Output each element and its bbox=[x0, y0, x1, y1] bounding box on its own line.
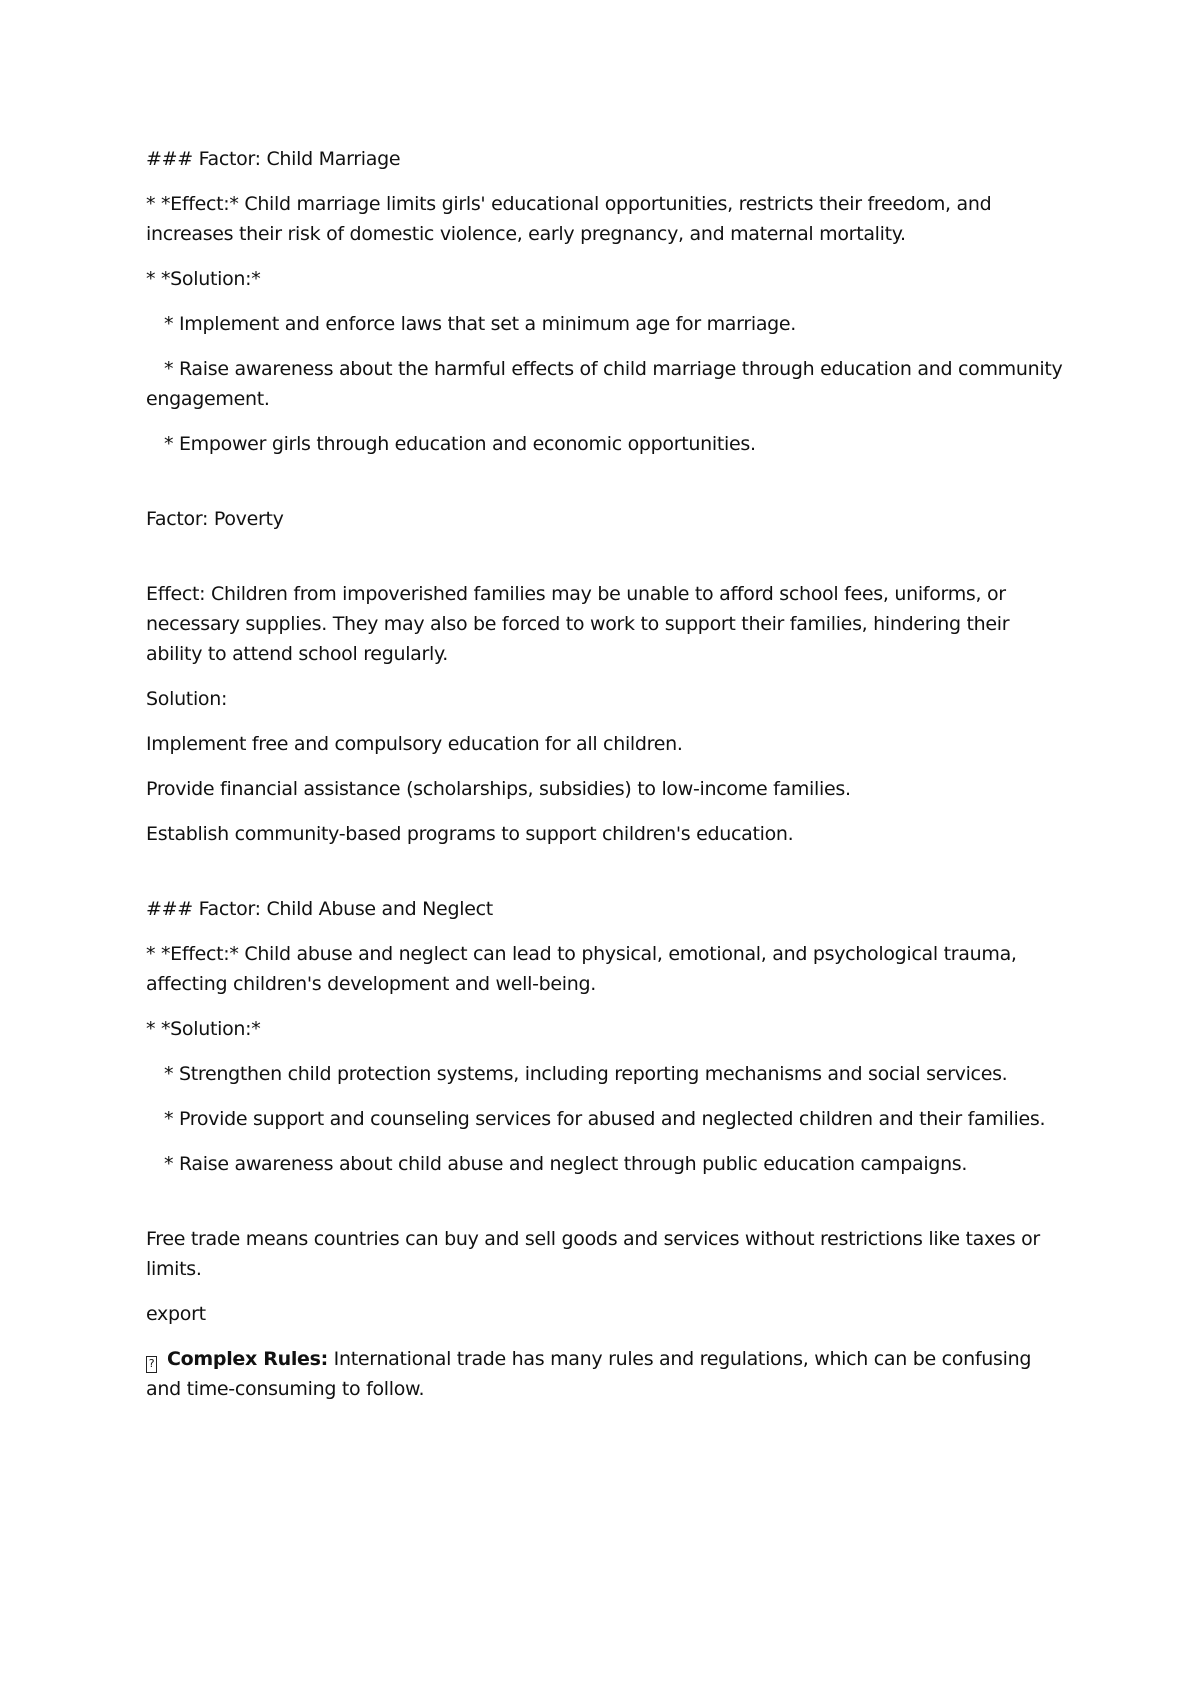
solution-item: * Raise awareness about child abuse and neglect through public education campaigns. bbox=[164, 1153, 968, 1175]
missing-glyph-icon: ? bbox=[146, 1356, 157, 1373]
solution-item: Establish community-based programs to support children's education. bbox=[146, 823, 794, 845]
solution-item: * Implement and enforce laws that set a minimum age for marriage. bbox=[164, 313, 797, 335]
solution-item: * Strengthen child protection systems, including reporting mechanisms and social services. bbox=[164, 1063, 1008, 1085]
solution-label-child-marriage: * *Solution:* bbox=[146, 268, 261, 290]
effect-child-marriage: * *Effect:* Child marriage limits girls' educational opportunities, restricts their freedom, and increases their risk of domestic violence, early pregnancy, and maternal mortality. bbox=[146, 193, 992, 245]
heading-child-abuse: ### Factor: Child Abuse and Neglect bbox=[146, 898, 493, 920]
export-word: export bbox=[146, 1303, 206, 1325]
solution-item: * Empower girls through education and economic opportunities. bbox=[164, 433, 756, 455]
complex-rules-paragraph bbox=[146, 1344, 1066, 1404]
effect-poverty: Effect: Children from impoverished families may be unable to afford school fees, uniforms, or necessary supplies. They may also be forced to work to support their families, hindering their ability to attend school regularly. bbox=[146, 583, 1010, 665]
complex-rules-text: International trade has many rules and regulations, which can be confusing and time-consuming to follow. bbox=[146, 1348, 1032, 1400]
solution-item: Provide financial assistance (scholarships, subsidies) to low-income families. bbox=[146, 778, 851, 800]
free-trade-definition: Free trade means countries can buy and sell goods and services without restrictions like taxes or limits. bbox=[146, 1228, 1040, 1280]
solution-item: * Raise awareness about the harmful effects of child marriage through education and community engagement. bbox=[146, 358, 1063, 410]
effect-child-abuse: * *Effect:* Child abuse and neglect can lead to physical, emotional, and psychological trauma, affecting children's development and well-being. bbox=[146, 943, 1017, 995]
complex-rules-label: Complex Rules: bbox=[167, 1348, 328, 1370]
heading-poverty: Factor: Poverty bbox=[146, 508, 284, 530]
solution-label-poverty: Solution: bbox=[146, 688, 228, 710]
solution-item: Implement free and compulsory education for all children. bbox=[146, 733, 683, 755]
solution-label-child-abuse: * *Solution:* bbox=[146, 1018, 261, 1040]
heading-child-marriage: ### Factor: Child Marriage bbox=[146, 148, 401, 170]
solution-item: * Provide support and counseling services for abused and neglected children and their families. bbox=[164, 1108, 1046, 1130]
document-page bbox=[146, 144, 1066, 1419]
